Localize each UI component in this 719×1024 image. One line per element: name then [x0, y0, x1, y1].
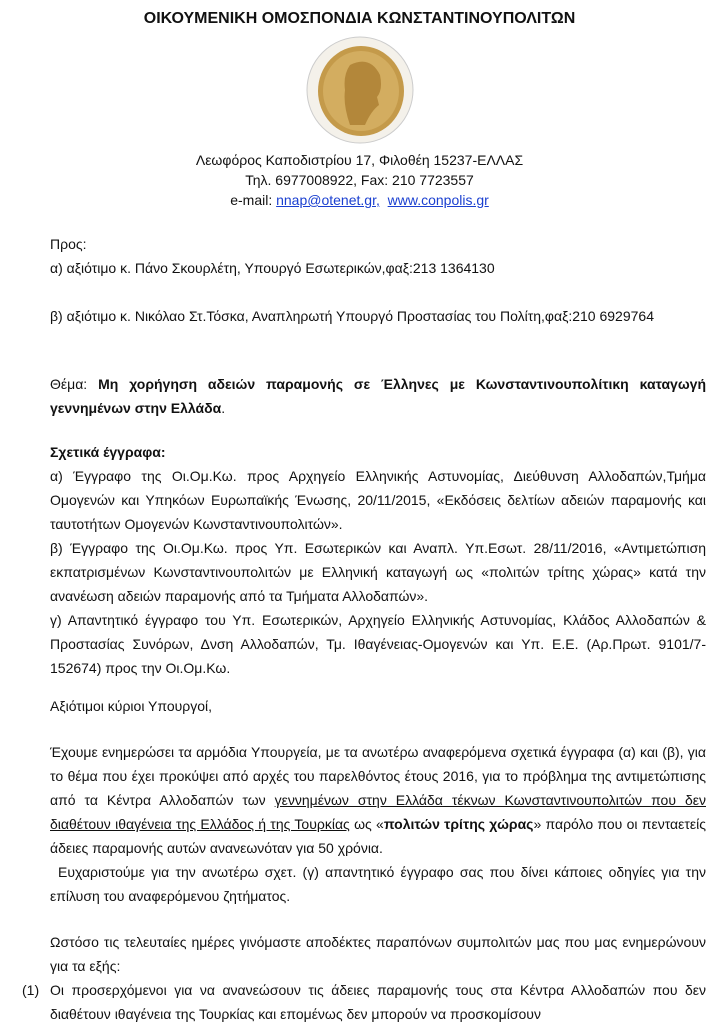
related-doc-b: β) Έγγραφο της Οι.Ομ.Κω. προς Υπ. Εσωτερικών και Αναπλ. Υπ.Εσωτ. 28/11/2016, «Αντιμετώπιση εκπατρισμένων Κωνσταντινουπολιτών με Ελληνική καταγωγή ως «πολιτών τρίτης χώρας» κατά την ανανέωση αδειών παραμονής από τα Τμήματα Αλλοδαπών». [50, 540, 706, 604]
list-item-1: Οι προσερχόμενοι για να ανανεώσουν τις άδειες παραμονής τους στα Κέντρα Αλλοδαπών που δεν διαθέτουν ιθαγένεια της Τουρκίας και επομένως δεν μπορούν να προσκομίσουν [50, 982, 706, 1022]
phone-fax: Τηλ. 6977008922, Fax: 210 7723557 [245, 172, 474, 188]
salutation: Αξιότιμοι κύριοι Υπουργοί, [50, 698, 213, 714]
to-label: Προς: [50, 236, 87, 252]
related-docs-title: Σχετικά έγγραφα: [50, 444, 166, 460]
recipient-a: α) αξιότιμο κ. Πάνο Σκουρλέτη, Υπουργό Εσωτερικών,φαξ:213 1364130 [50, 260, 495, 276]
paragraph-2: Ευχαριστούμε για την ανωτέρω σχετ. (γ) απαντητικό έγγραφο σας που δίνει κάποιες οδηγίες για την επίλυση του αναφερόμενου ζητήματος. [50, 864, 706, 904]
recipient-b: β) αξιότιμο κ. Νικόλαο Στ.Τόσκα, Αναπληρωτή Υπουργό Προστασίας του Πολίτη,φαξ:210 6929764 [50, 308, 654, 324]
coin-seal-logo [305, 35, 415, 145]
organization-title: ΟΙΚΟΥΜΕΝΙΚΗ ΟΜΟΣΠΟΝΔΙΑ ΚΩΝΣΤΑΝΤΙΝΟΥΠΟΛΙΤΩΝ [143, 10, 576, 27]
list-number: (1) [22, 982, 40, 998]
paragraph-1: Έχουμε ενημερώσει τα αρμόδια Υπουργεία, με τα ανωτέρω αναφερόμενα σχετικά έγγραφα (α) και (β), για το θέμα που έχει προκύψει από αρχές του παρελθόντος έτους 2016, για το πρόβλημα της αντιμετώπισης από τα Κέντρα Αλλοδαπών των γεννημένων στην Ελλάδα τέκνων Κωνσταντινουπολιτών που δεν διαθέτουν ιθαγένεια της Ελλάδος ή της Τουρκίας ως «πολιτών τρίτης χώρας» παρόλο που οι πενταετείς άδειες παραμονής αυτών ανανεωνόταν για 50 χρόνια. [50, 744, 706, 856]
address: Λεωφόρος Καποδιστρίου 17, Φιλοθέη 15237-ΕΛΛΑΣ [195, 152, 524, 168]
paragraph-3: Ωστόσο τις τελευταίες ημέρες γινόμαστε αποδέκτες παραπόνων συμπολιτών μας που μας ενημερώνουν για τα εξής: [50, 934, 706, 974]
related-doc-a: α) Έγγραφο της Οι.Ομ.Κω. προς Αρχηγείο Ελληνικής Αστυνομίας, Διεύθυνση Αλλοδαπών,Τμήμα Ομογενών και Υπηκόων Ευρωπαϊκής Ένωσης, 20/11/2015, «Εκδόσεις δελτίων αδειών παραμονής και ταυτοτήτων Ομογενών Κωνσταντινουπολιτών». [50, 468, 706, 532]
website-link[interactable]: www.conpolis.gr [387, 192, 489, 208]
subject: Θέμα: Μη χορήγηση αδειών παραμονής σε Έλληνες με Κωνσταντινουπολίτικη καταγωγή γεννημένων στην Ελλάδα. [50, 376, 706, 416]
contact-email: e-mail: nnap@otenet.gr, www.conpolis.gr [230, 192, 489, 208]
related-doc-c: γ) Απαντητικό έγγραφο του Υπ. Εσωτερικών, Αρχηγείο Ελληνικής Αστυνομίας, Κλάδος Αλλοδαπών & Προστασίας Συνόρων, Δνση Αλλοδαπών, Τμ. Ιθαγένειας-Ομογενών και Υπ. Ε.Ε. (Αρ.Πρωτ. 9101/7-152674) προς την Οι.Ομ.Κω. [50, 612, 706, 676]
email-link[interactable]: nnap@otenet.gr, [276, 192, 380, 208]
